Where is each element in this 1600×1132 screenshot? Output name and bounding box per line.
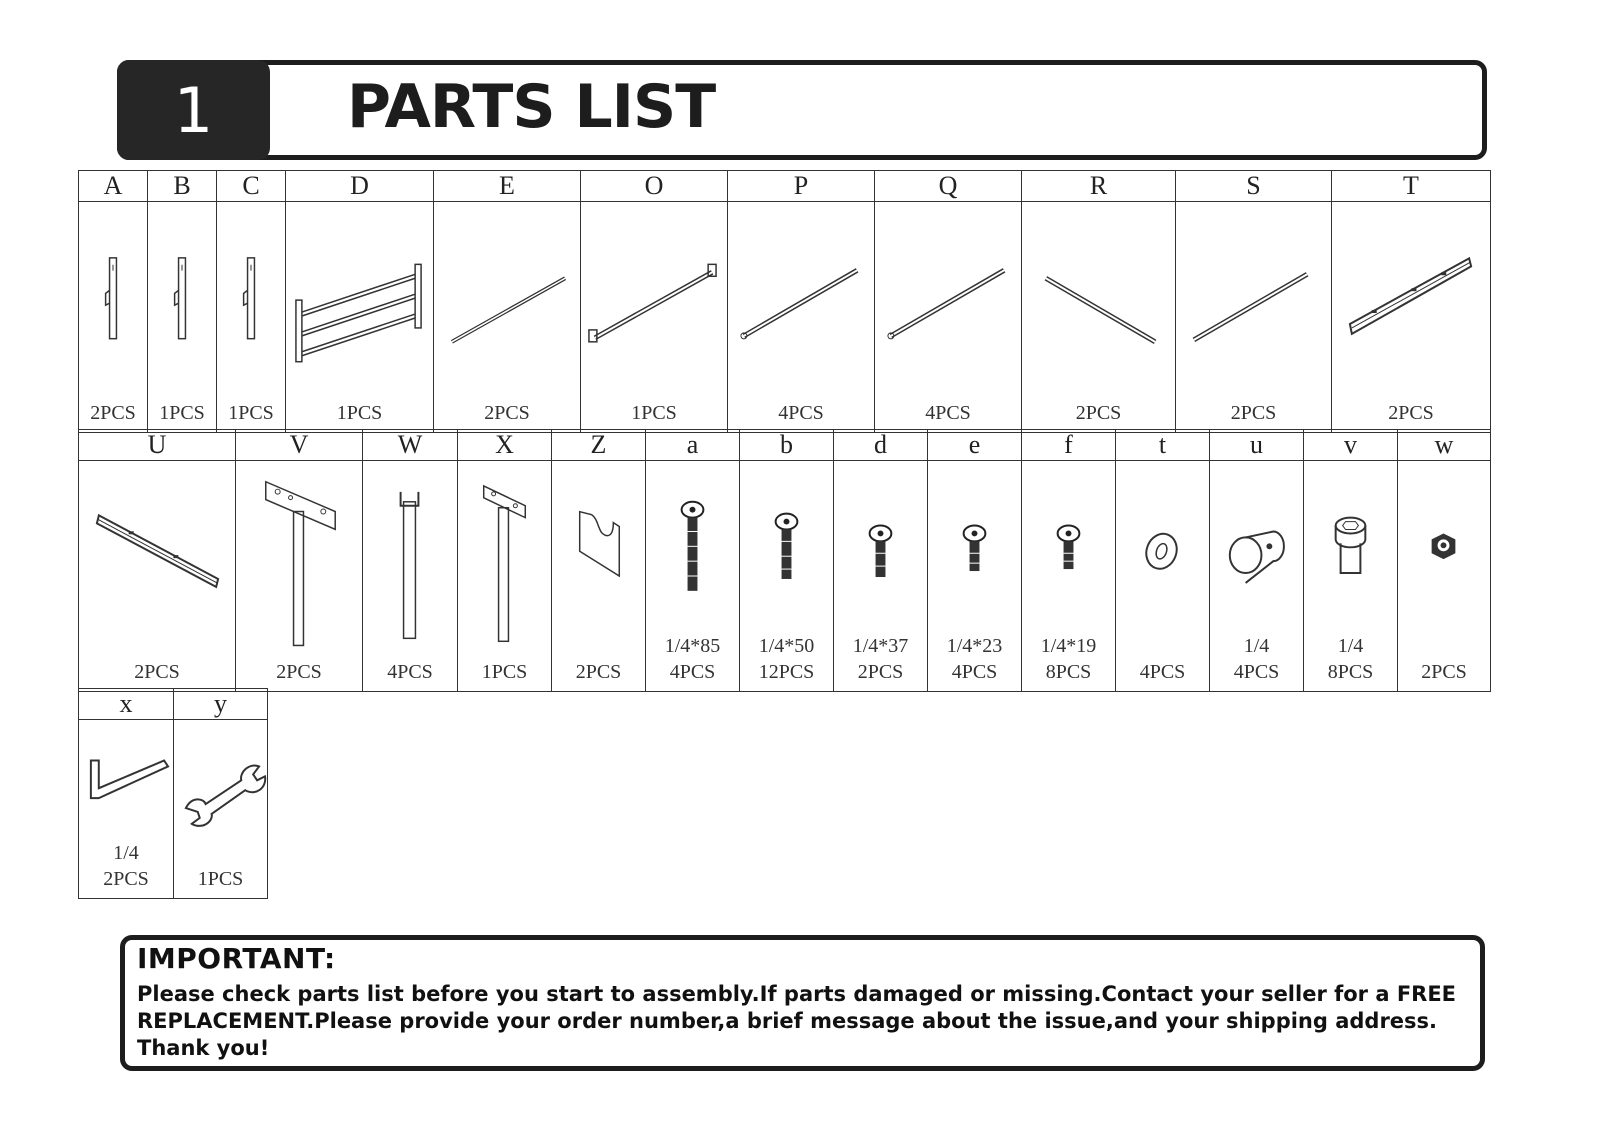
part-qty: 2PCS (134, 661, 180, 683)
bracket-icon (552, 461, 645, 691)
short-post-icon (79, 202, 147, 432)
lock-nut-icon (1398, 461, 1490, 691)
part-cell-w (1398, 461, 1491, 692)
part-label-e: e (928, 430, 1022, 461)
part-label-d: d (834, 430, 928, 461)
part-cell-f (1022, 461, 1116, 692)
part-qty: 2PCS (103, 868, 149, 890)
rod-icon (434, 202, 580, 432)
part-label-u: u (1210, 430, 1304, 461)
part-label-x: x (79, 689, 174, 720)
leg-with-plate-icon (458, 461, 551, 691)
part-label-S: S (1176, 171, 1332, 202)
bed-end-frame-icon (286, 202, 433, 432)
part-cell-v (1304, 461, 1398, 692)
rod-icon (875, 202, 1021, 432)
part-qty: 2PCS (857, 661, 904, 683)
part-cell-B (148, 202, 217, 433)
part-label-t: t (1116, 430, 1210, 461)
part-label-v: v (1304, 430, 1398, 461)
parts-table-row-3 (78, 688, 268, 899)
part-size: 1/4*37 (852, 635, 909, 657)
part-label-f: f (1022, 430, 1116, 461)
part-cell-D (286, 202, 434, 433)
part-size: 1/4*85 (664, 635, 721, 657)
part-cell-X (458, 461, 552, 692)
part-qty: 4PCS (951, 661, 998, 683)
rod-icon (1022, 202, 1175, 432)
part-cell-y (174, 720, 268, 899)
part-label-C: C (217, 171, 286, 202)
part-cell-S (1176, 202, 1332, 433)
part-cell-C (217, 202, 286, 433)
part-cell-u (1210, 461, 1304, 692)
part-qty: 2PCS (484, 402, 530, 424)
part-cell-O (581, 202, 728, 433)
part-qty: 2PCS (575, 661, 622, 683)
part-qty: 4PCS (387, 661, 433, 683)
part-label-b: b (740, 430, 834, 461)
leg-with-hook-icon (363, 461, 457, 691)
part-cell-E (434, 202, 581, 433)
important-title: IMPORTANT: (137, 942, 336, 975)
part-size: 1/4 (1337, 635, 1364, 657)
part-cell-e (928, 461, 1022, 692)
parts-table-row-2 (78, 429, 1491, 692)
short-post-icon (148, 202, 216, 432)
part-qty: 12PCS (758, 661, 815, 683)
part-cell-Z (552, 461, 646, 692)
part-qty: 2PCS (1421, 661, 1467, 683)
side-rail-icon (79, 461, 235, 691)
part-qty: 2PCS (1075, 402, 1122, 424)
section-header (117, 60, 1487, 160)
part-qty: 2PCS (276, 661, 322, 683)
important-text: Please check parts list before you start to assembly.If parts damaged or missing.Contact your seller for a FREE REPLACEMENT.Please provide your order number,a brief message about the issue,and your shipping address. Thank you! (137, 982, 1457, 1060)
part-qty: 2PCS (1230, 402, 1277, 424)
part-label-X: X (458, 430, 552, 461)
part-label-Q: Q (875, 171, 1022, 202)
part-cell-t (1116, 461, 1210, 692)
part-label-T: T (1332, 171, 1491, 202)
part-cell-b (740, 461, 834, 692)
part-label-W: W (363, 430, 458, 461)
part-cell-T (1332, 202, 1491, 433)
part-qty: 1PCS (631, 402, 677, 424)
part-label-w: w (1398, 430, 1491, 461)
part-qty: 8PCS (1045, 661, 1092, 683)
rod-with-bracket-icon (581, 202, 727, 432)
rod-icon (728, 202, 874, 432)
part-cell-U (79, 461, 236, 692)
part-qty: 8PCS (1327, 661, 1374, 683)
part-cell-W (363, 461, 458, 692)
part-label-y: y (174, 689, 268, 720)
part-cell-d (834, 461, 928, 692)
part-qty: 2PCS (1388, 402, 1434, 424)
important-notice (120, 935, 1485, 1071)
parts-table-row-1 (78, 170, 1491, 433)
part-label-B: B (148, 171, 217, 202)
part-cell-R (1022, 202, 1176, 433)
rod-icon (1176, 202, 1331, 432)
part-size: 1/4*50 (758, 635, 815, 657)
part-size: 1/4*23 (946, 635, 1003, 657)
part-qty: 2PCS (90, 402, 136, 424)
step-number: 1 (117, 60, 270, 160)
short-post-icon (217, 202, 285, 432)
part-qty: 1PCS (197, 868, 244, 890)
part-qty: 4PCS (669, 661, 716, 683)
part-cell-A (79, 202, 148, 433)
part-label-A: A (79, 171, 148, 202)
washer-icon (1116, 461, 1209, 691)
page-title: PARTS LIST (347, 72, 716, 142)
part-label-V: V (236, 430, 363, 461)
part-qty: 1PCS (481, 661, 528, 683)
part-cell-a (646, 461, 740, 692)
leg-with-plate-icon (236, 461, 362, 691)
part-qty: 4PCS (1139, 661, 1186, 683)
part-label-a: a (646, 430, 740, 461)
part-label-O: O (581, 171, 728, 202)
part-qty: 1PCS (228, 402, 274, 424)
part-label-U: U (79, 430, 236, 461)
part-label-Z: Z (552, 430, 646, 461)
part-qty: 4PCS (1233, 661, 1280, 683)
part-cell-Q (875, 202, 1022, 433)
part-label-D: D (286, 171, 434, 202)
part-qty: 4PCS (925, 402, 971, 424)
part-size: 1/4 (113, 842, 139, 864)
part-cell-P (728, 202, 875, 433)
part-label-R: R (1022, 171, 1176, 202)
part-cell-V (236, 461, 363, 692)
part-cell-x (79, 720, 174, 899)
part-qty: 1PCS (159, 402, 205, 424)
side-rail-icon (1332, 202, 1490, 432)
part-qty: 4PCS (778, 402, 824, 424)
part-label-P: P (728, 171, 875, 202)
part-size: 1/4 (1243, 635, 1270, 657)
part-size: 1/4*19 (1040, 635, 1097, 657)
part-qty: 1PCS (336, 402, 383, 424)
part-label-E: E (434, 171, 581, 202)
